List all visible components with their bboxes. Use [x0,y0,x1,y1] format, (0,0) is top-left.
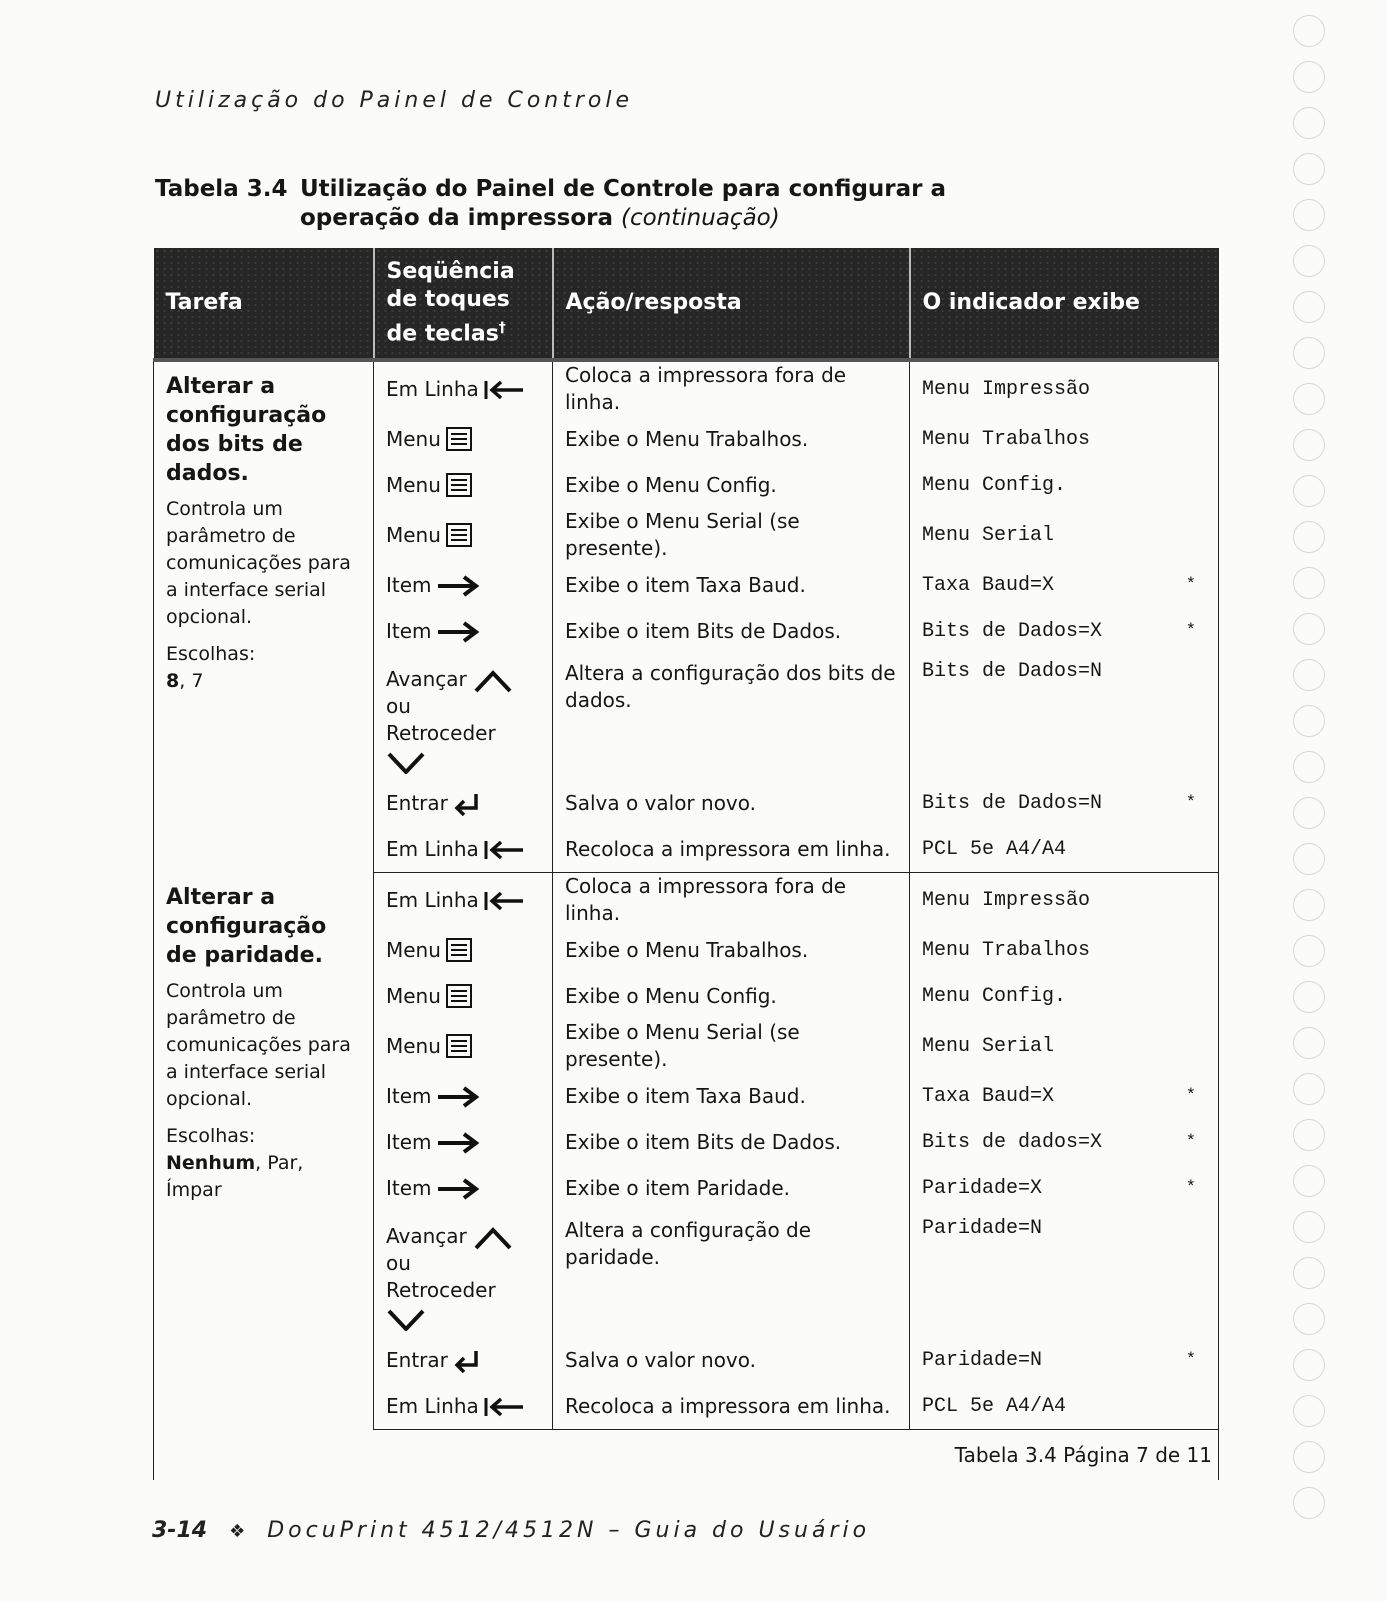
key-sequence-cell [374,873,553,928]
binding-hole [1293,705,1325,737]
action-cell: Recoloca a impressora em linha. [553,826,910,873]
display-cell [910,1337,1219,1383]
action-cell: Exibe o item Bits de Dados. [553,608,910,654]
display-text: Bits de Dados=X [922,619,1103,643]
binding-hole [1293,337,1325,369]
display-text: PCL 5e A4/A4 [922,1394,1067,1418]
binding-hole [1293,1119,1325,1151]
binding-hole [1293,1257,1325,1289]
asterisk-mark: * [1185,1350,1196,1370]
display-text: Menu Config. [922,473,1067,497]
table-header-row [154,248,1219,360]
header-sequencia: Seqüência de toques de teclas† [374,248,553,360]
table-title [300,175,1020,233]
binding-hole [1293,153,1325,185]
binding-hole [1293,291,1325,323]
action-cell: Exibe o item Bits de Dados. [553,1119,910,1165]
task-title: Alterar a configuração de paridade. [166,884,327,968]
control-panel-table [153,248,1219,1480]
action-cell: Coloca a impressora fora de linha. [553,873,910,928]
down-arrow-icon [386,748,426,772]
binding-hole [1293,797,1325,829]
online-icon [483,888,525,913]
key-sequence-cell [374,462,553,508]
key-label: Item [386,1130,432,1154]
up-arrow-icon [473,1224,513,1248]
display-text: Bits de Dados=N [922,660,1103,683]
table-row [154,873,1219,928]
binding-hole [1293,981,1325,1013]
choices-values [166,1150,361,1204]
action-cell: Exibe o Menu Trabalhos. [553,927,910,973]
key-label: Item [386,619,432,643]
key-label: Entrar [386,791,448,815]
key-label: Em Linha [386,377,479,401]
footer-text: DocuPrint 4512/4512N – Guia do Usuário [267,1518,871,1543]
key-label: Avançar [386,667,467,691]
table-number: Tabela 3.4 [155,176,288,202]
key-sequence-cell [374,927,553,973]
key-sequence-cell [374,973,553,1019]
key-sequence-cell [374,654,553,780]
key-sequence-cell [374,1119,553,1165]
display-text: Menu Impressão [922,377,1091,401]
binding-hole [1293,383,1325,415]
menu-icon [445,983,473,1010]
action-cell: Exibe o Menu Config. [553,973,910,1019]
key-sequence-cell [374,780,553,826]
binding-hole [1293,1211,1325,1243]
enter-icon [452,1347,482,1373]
display-cell [910,826,1219,873]
key-sequence-cell [374,826,553,873]
online-icon [483,1394,525,1419]
action-cell: Exibe o Menu Trabalhos. [553,416,910,462]
display-text: Menu Serial [922,523,1055,547]
display-text: Menu Config. [922,984,1067,1008]
item-arrow-icon [436,1130,480,1155]
task-cell [154,360,374,873]
key-sequence-cell [374,1211,553,1337]
key-sequence-cell [374,1337,553,1383]
action-cell: Exibe o Menu Config. [553,462,910,508]
up-arrow-icon [473,667,513,691]
task-title: Alterar a configuração dos bits de dados. [166,374,327,486]
binding-hole [1293,15,1325,47]
table-continuation: (continuação) [621,205,780,231]
display-cell [910,973,1219,1019]
display-text: Taxa Baud=X [922,573,1055,597]
key-label: Menu [386,984,441,1008]
key-sequence-cell [374,416,553,462]
action-cell: Salva o valor novo. [553,780,910,826]
display-cell [910,1073,1219,1119]
key-label: Em Linha [386,1394,479,1418]
table-title-text: Utilização do Painel de Controle para configurar a operação da impressora [300,176,947,231]
choice-default: Nenhum [166,1151,256,1174]
binding-hole [1293,613,1325,645]
item-arrow-icon [436,573,480,598]
binding-hole [1293,1487,1325,1519]
display-text: Paridade=X [922,1176,1043,1200]
down-arrow-icon [386,1305,426,1329]
display-cell [910,1119,1219,1165]
display-text: Menu Serial [922,1034,1055,1058]
enter-icon [452,790,482,816]
binding-hole [1293,199,1325,231]
running-head: Utilização do Painel de Controle [155,88,634,113]
action-cell: Exibe o Menu Serial (se presente). [553,508,910,562]
binding-hole [1293,1165,1325,1197]
asterisk-mark: * [1185,1132,1196,1152]
binding-hole [1293,843,1325,875]
display-text: Menu Trabalhos [922,427,1091,451]
header-indicador: O indicador exibe [910,248,1219,360]
item-arrow-icon [436,1084,480,1109]
display-cell [910,1165,1219,1211]
key-sequence-cell [374,1019,553,1073]
choices-label: Escolhas: [166,1124,256,1147]
table-row [154,360,1219,416]
display-cell [910,927,1219,973]
binding-hole [1293,245,1325,277]
item-arrow-icon [436,1176,480,1201]
binding-hole [1293,935,1325,967]
binding-hole [1293,1303,1325,1335]
display-text: Menu Impressão [922,888,1091,912]
asterisk-mark: * [1185,1178,1196,1198]
key-label: Menu [386,938,441,962]
key-label: Avançar [386,1224,467,1248]
choices-label: Escolhas: [166,643,256,665]
key-label: ou [386,694,411,718]
binding-hole [1293,1349,1325,1381]
action-cell: Exibe o item Paridade. [553,1165,910,1211]
display-text: Paridade=N [922,1217,1043,1240]
key-sequence-cell [374,562,553,608]
binding-hole [1293,1395,1325,1427]
online-icon [483,837,525,862]
table-page-note: Tabela 3.4 Página 7 de 11 [154,1430,1219,1481]
action-cell: Exibe o item Taxa Baud. [553,1073,910,1119]
action-cell: Coloca a impressora fora de linha. [553,360,910,416]
display-cell [910,654,1219,780]
display-cell [910,608,1219,654]
menu-icon [445,426,473,453]
key-label: Retroceder [386,721,496,745]
display-cell [910,1211,1219,1337]
action-cell: Exibe o Menu Serial (se presente). [553,1019,910,1073]
binding-hole [1293,521,1325,553]
menu-icon [445,1033,473,1060]
task-cell [154,873,374,1430]
header-tarefa: Tarefa [154,248,374,360]
binding-hole [1293,1441,1325,1473]
binding-hole [1293,659,1325,691]
binding-hole [1293,1073,1325,1105]
choice-others: , Par, Ímpar [166,1151,304,1201]
key-sequence-cell [374,608,553,654]
action-cell: Altera a configuração dos bits de dados. [553,654,910,780]
key-label: Menu [386,473,441,497]
display-cell [910,1019,1219,1073]
choice-default: 8 [166,670,180,692]
display-text: Bits de dados=X [922,1130,1103,1154]
key-label: Em Linha [386,837,479,861]
binding-hole [1293,567,1325,599]
display-cell [910,1383,1219,1430]
display-text: Taxa Baud=X [922,1084,1055,1108]
display-text: PCL 5e A4/A4 [922,837,1067,861]
key-label: Item [386,1084,432,1108]
binding-hole [1293,61,1325,93]
action-cell: Salva o valor novo. [553,1337,910,1383]
display-cell [910,508,1219,562]
binding-hole [1293,107,1325,139]
binding-hole [1293,1027,1325,1059]
menu-icon [445,472,473,499]
key-label: Item [386,1176,432,1200]
binding-hole [1293,889,1325,921]
asterisk-mark: * [1185,621,1196,641]
asterisk-mark: * [1185,793,1196,813]
key-label: Em Linha [386,888,479,912]
key-sequence-cell [374,1073,553,1119]
binding-hole [1293,751,1325,783]
task-description: Controla um parâmetro de comunicações para a interface serial opcional. [166,498,351,628]
key-label: ou [386,1251,411,1275]
bullet-icon: ❖ [229,1521,246,1542]
display-cell [910,416,1219,462]
action-cell: Exibe o item Taxa Baud. [553,562,910,608]
display-cell [910,360,1219,416]
item-arrow-icon [436,619,480,644]
display-text: Paridade=N [922,1348,1043,1372]
menu-icon [445,937,473,964]
key-label: Retroceder [386,1278,496,1302]
header-acao: Ação/resposta [553,248,910,360]
display-text: Bits de Dados=N [922,791,1103,815]
choice-others: , 7 [179,670,204,692]
online-icon [483,377,525,402]
key-label: Menu [386,1034,441,1058]
key-sequence-cell [374,360,553,416]
asterisk-mark: * [1185,575,1196,595]
key-sequence-cell [374,1383,553,1430]
table-footer-row [154,1430,1219,1481]
menu-icon [445,522,473,549]
key-label: Menu [386,427,441,451]
task-description: Controla um parâmetro de comunicações para a interface serial opcional. [166,979,351,1110]
display-cell [910,462,1219,508]
display-cell [910,780,1219,826]
key-sequence-cell [374,508,553,562]
display-cell [910,873,1219,928]
key-label: Item [386,573,432,597]
page-footer [152,1518,870,1543]
display-cell [910,562,1219,608]
binding-hole [1293,429,1325,461]
display-text: Menu Trabalhos [922,938,1091,962]
choices-values [166,668,361,695]
page-number: 3-14 [152,1518,208,1543]
asterisk-mark: * [1185,1086,1196,1106]
binding-hole [1293,475,1325,507]
key-label: Menu [386,523,441,547]
action-cell: Recoloca a impressora em linha. [553,1383,910,1430]
key-label: Entrar [386,1348,448,1372]
dagger-mark: † [498,319,506,336]
action-cell: Altera a configuração de paridade. [553,1211,910,1337]
key-sequence-cell [374,1165,553,1211]
